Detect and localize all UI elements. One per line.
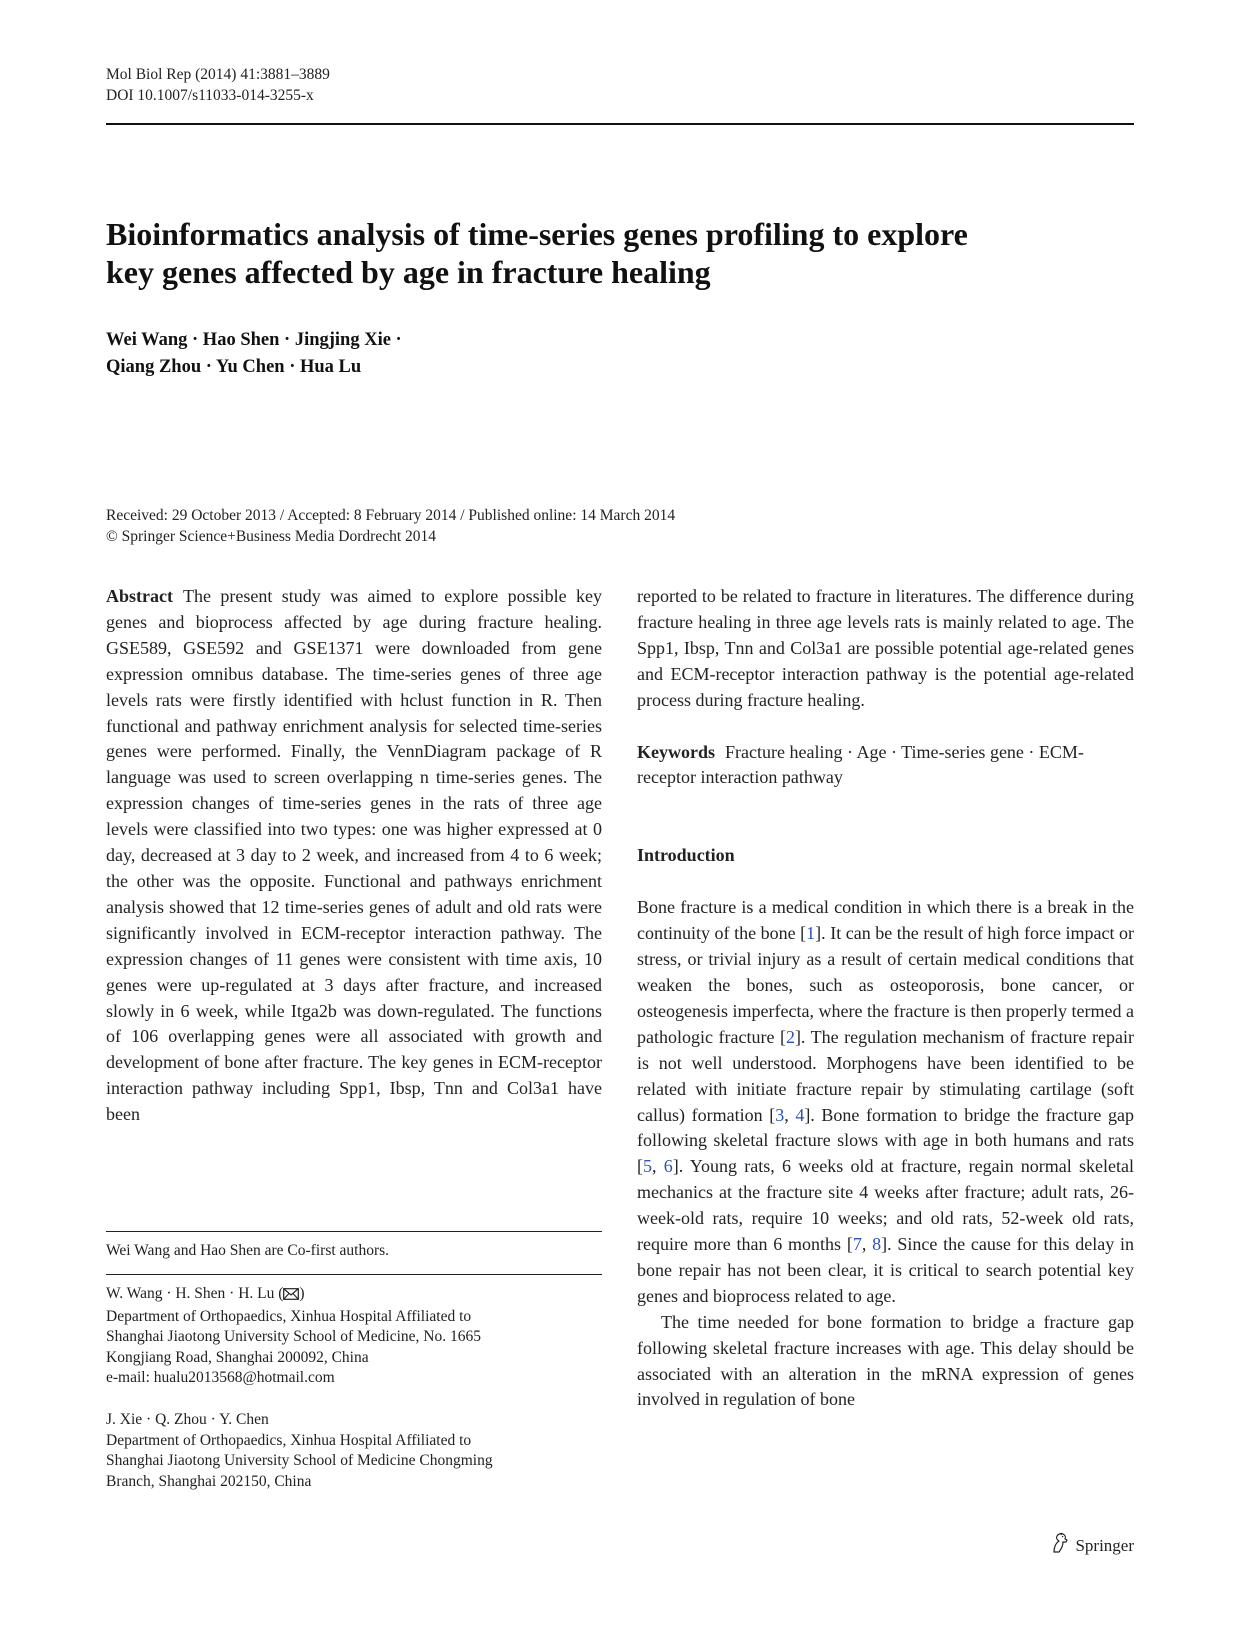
introduction-text: ]. Since the cause for this delay in bone repair has not been clear, it is critical to search potential key genes and bioprocess related to age. [637, 1234, 1134, 1306]
introduction-text: , [784, 1104, 796, 1125]
affiliation-2-line: Department of Orthopaedics, Xinhua Hospital Affiliated to [106, 1431, 472, 1449]
publisher-name: Springer [1075, 1535, 1134, 1555]
affiliation-1-line: Shanghai Jiaotong University School of Medicine, No. 1665 [106, 1328, 481, 1345]
citation-link[interactable]: 1 [806, 923, 816, 944]
affiliation-1-line: Kongjiang Road, Shanghai 200092, China [106, 1348, 369, 1366]
introduction-paragraph-2: The time needed for bone formation to bridge a fracture gap following skeletal fracture increases with age. This delay should be associated with an alteration in the mRNA expression of genes involved in regulation of bone [637, 1311, 1134, 1410]
introduction-text: , [652, 1156, 664, 1177]
citation-link[interactable]: 5 [643, 1156, 652, 1177]
citation-link[interactable]: 2 [785, 1026, 795, 1047]
affiliation-1-names: W. Wang · H. Shen · H. Lu ( ) [106, 1284, 481, 1307]
introduction-text: , [861, 1234, 873, 1255]
springer-horse-icon [1050, 1532, 1070, 1559]
paper-title [106, 215, 1066, 291]
abstract-text: The present study was aimed to explore possible key genes and bioprocess affected by age during fracture healing. GSE589, GSE592 and GSE1371 were downloaded from gene expression omnibus database. The time-series genes of three age levels rats were firstly identified with hclust function in R. Then functional and pathway enrichment analysis for selected time-series genes were performed. Finally, the VennDiagram package of R language was used to screen overlapping n time-series genes. The expression changes of time-series genes in the rats of three age levels were classified into two types: one was higher expressed at 0 day, decreased at 3 day to 2 week, and increased from 4 to 6 week; the other was the opposite. Functional and pathways enrichment analysis showed that 12 time-series genes of adult and old rats were significantly involved in ECM-receptor interaction pathway. The expression changes of 11 genes were consistent with time axis, 10 genes were up-regulated at 3 days after fracture, and increased slowly in 6 week, while Itga2b was down-regulated. The functions of 106 overlapping genes were all associated with growth and development of bone after fracture. The key genes in ECM-receptor interaction pathway including Spp1, Ibsp, Tnn and Col3a1 have been [106, 586, 602, 1125]
affiliation-2-line: Branch, Shanghai 202150, China [106, 1472, 312, 1490]
abstract-label: Abstract [106, 586, 173, 606]
introduction-text: ]. Bone formation to bridge the fracture gap following skeletal fracture slows with age in both humans and rats [ [637, 1104, 1134, 1177]
envelope-icon [283, 1286, 299, 1307]
title-line-2: key genes affected by age in fracture healing [106, 254, 711, 290]
introduction-text: ]. Young rats, 6 weeks old at fracture, regain normal skeletal mechanics at the fracture site 4 weeks after fracture; adult rats, 26-week-old rats, require 10 weeks; and old rats, 52-week old rats, require more than 6 months [ [637, 1156, 1135, 1255]
citation-link[interactable]: 7 [852, 1234, 862, 1255]
left-column [106, 584, 602, 1128]
affiliation-2-names: J. Xie · Q. Zhou · Y. Chen [106, 1411, 269, 1428]
introduction-text: ]. It can be the result of high force impact or stress, or trivial injury as a result of certain medical conditions that weaken the bones, such as osteoporosis, bone cancer, or osteogenesis imperfecta, where the fracture is then properly termed a pathologic fracture [ [637, 923, 1134, 1047]
keywords-text: Fracture healing · Age · Time-series gene · ECM-receptor interaction pathway [637, 741, 1084, 788]
citation-link[interactable]: 4 [795, 1104, 805, 1125]
journal-doi: DOI 10.1007/s11033-014-3255-x [106, 87, 314, 104]
authors-line-2: Qiang Zhou · Yu Chen · Hua Lu [106, 357, 362, 377]
affiliation-1-line: Department of Orthopaedics, Xinhua Hospital Affiliated to [106, 1307, 472, 1325]
author-list [106, 327, 402, 381]
citation-link[interactable]: 8 [872, 1234, 882, 1255]
citation-link[interactable]: 6 [663, 1156, 673, 1177]
introduction-heading: Introduction [637, 845, 735, 866]
keywords-label: Keywords [637, 741, 715, 762]
introduction-text: Bone fracture is a medical condition in which there is a break in the continuity of the bone [ [637, 897, 1134, 944]
affiliation-rule [106, 1274, 602, 1275]
dates-line: Received: 29 October 2013 / Accepted: 8 February 2014 / Published online: 14 March 2014 [106, 507, 676, 524]
footnote-rule [106, 1231, 602, 1232]
copyright-line: © Springer Science+Business Media Dordrecht 2014 [106, 528, 437, 545]
affiliation-2-line: Shanghai Jiaotong University School of Medicine Chongming [106, 1452, 493, 1469]
affiliation-1 [106, 1284, 481, 1389]
publication-dates [106, 505, 675, 547]
keywords-paragraph [637, 740, 1134, 792]
cofirst-footnote: Wei Wang and Hao Shen are Co-first authors. [106, 1242, 390, 1259]
affiliation-2 [106, 1410, 493, 1492]
right-column [637, 584, 1134, 1413]
abstract-paragraph [106, 584, 602, 1128]
title-line-1: Bioinformatics analysis of time-series genes profiling to explore [106, 216, 968, 252]
journal-header [106, 64, 330, 106]
journal-citation: Mol Biol Rep (2014) 41:3881–3889 [106, 66, 330, 83]
introduction-text: ]. The regulation mechanism of fracture repair is not well understood. Morphogens have been identified to be related with initiate fracture repair by stimulating cartilage (soft callus) formation [ [637, 1026, 1134, 1125]
affiliation-1-email[interactable]: e-mail: hualu2013568@hotmail.com [106, 1369, 335, 1386]
publisher-logo [1050, 1532, 1134, 1559]
citation-link[interactable]: 3 [775, 1104, 785, 1125]
abstract-continued: reported to be related to fracture in literatures. The difference during fracture healing in three age levels rats is mainly related to age. The Spp1, Ibsp, Tnn and Col3a1 are possible potential age-related genes and ECM-receptor interaction pathway is the potential age-related process during fracture healing. [637, 586, 1134, 710]
authors-line-1: Wei Wang · Hao Shen · Jingjing Xie · [106, 330, 402, 350]
header-rule [106, 123, 1134, 125]
introduction-paragraph-1 [637, 895, 1134, 1310]
